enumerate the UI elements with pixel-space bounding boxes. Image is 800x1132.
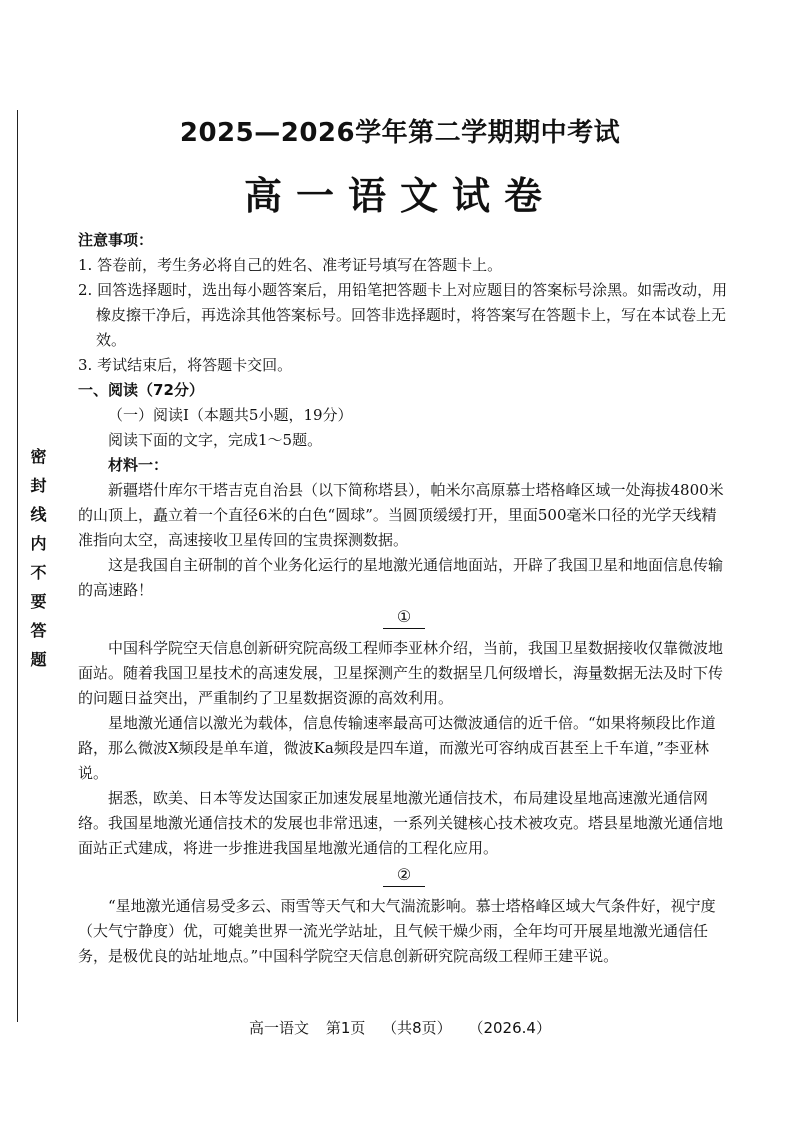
footer-date: （2026.4）: [468, 1019, 551, 1037]
footer-subject: 高一语文: [249, 1019, 310, 1037]
subsection-heading: （一）阅读Ⅰ（本题共5小题，19分）: [108, 406, 353, 424]
paragraph: “星地激光通信易受多云、雨雪等天气和大气湍流影响。慕士塔格峰区域大气条件好，视宁度（大气宁静度）优，可媲美世界一流光学站址，且气候干燥少雨，全年均可开展星地激光通信任务，是极优良的站址地点。”中国科学院空天信息创新研究院高级工程师王建平说。: [78, 897, 716, 965]
paper-title: 高一语文试卷: [243, 174, 556, 218]
binding-warning: 密封线内不要答题: [28, 448, 47, 680]
paragraph: 中国科学院空天信息创新研究院高级工程师李亚林介绍，当前，我国卫星数据接收仅靠微波地面站。随着我国卫星技术的高速发展，卫星探测产生的数据呈几何级增长，海量数据无法及时下传的问题日益突出，严重制约了卫星数据资源的高效利用。: [78, 639, 724, 707]
paragraph: 据悉，欧美、日本等发达国家正加速发展星地激光通信技术，布局建设星地高速激光通信网络。我国星地激光通信技术的发展也非常迅速，一系列关键核心技术被攻克。塔县星地激光通信地面站正式建成，将进一步推进我国星地激光通信的工程化应用。: [78, 789, 724, 857]
blank-marker-1: [78, 605, 730, 630]
note-item: 3. 考试结束后，将答题卡交回。: [78, 356, 293, 374]
section-heading: 一、阅读（72分）: [78, 381, 204, 399]
marker-label: ①: [383, 606, 425, 629]
instruction: 阅读下面的文字，完成1～5题。: [108, 431, 323, 449]
notes-heading: 注意事项：: [78, 231, 154, 249]
note-item: 1. 答卷前，考生务必将自己的姓名、准考证号填写在答题卡上。: [78, 256, 503, 274]
note-item: 2. 回答选择题时，选出每小题答案后，用铅笔把答题卡上对应题目的答案标号涂黑。如需改动，用橡皮擦干净后，再选涂其他答案标号。回答非选择题时，将答案写在答题卡上，写在本试卷上无效。: [78, 281, 728, 349]
paragraph: 新疆塔什库尔干塔吉克自治县（以下简称塔县），帕米尔高原慕士塔格峰区域一处海拔4800米的山顶上，矗立着一个直径6米的白色“圆球”。当圆顶缓缓打开，里面500毫米口径的光学天线精准指向太空，高速接收卫星传回的宝贵探测数据。: [78, 481, 724, 549]
paragraph: 星地激光通信以激光为载体，信息传输速率最高可达微波通信的近千倍。“如果将频段比作道路，那么微波X频段是单车道，微波Ka频段是四车道，而激光可容纳成百甚至上千车道，”李亚林说。: [78, 714, 716, 782]
marker-label: ②: [383, 864, 425, 887]
footer-page: 第1页: [325, 1019, 366, 1037]
exam-title: 2025—2026学年第二学期期中考试: [179, 118, 621, 148]
material-label: 材料一：: [108, 456, 169, 474]
footer-total: （共8页）: [382, 1019, 452, 1037]
page-content: [78, 228, 730, 969]
page-footer: [0, 1017, 800, 1038]
binding-line: [17, 110, 18, 1022]
blank-marker-2: [78, 863, 730, 888]
paragraph: 这是我国自主研制的首个业务化运行的星地激光通信地面站，开辟了我国卫星和地面信息传输的高速路！: [78, 556, 724, 599]
